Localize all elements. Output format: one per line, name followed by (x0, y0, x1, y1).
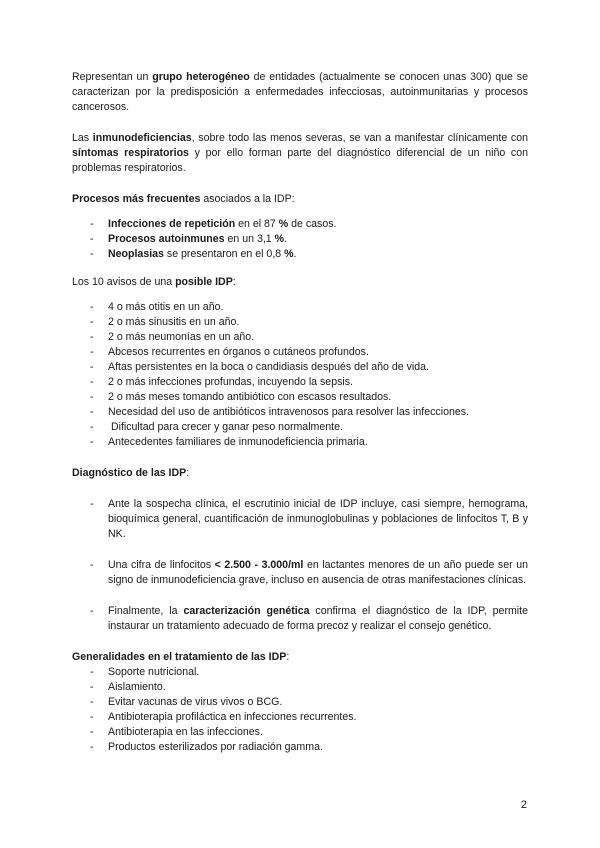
list-item: - 2 o más sinusitis en un año. (72, 315, 528, 330)
tratamiento-heading: Generalidades en el tratamiento de las IDP: (72, 651, 290, 663)
list-item: - Finalmente, la caracterización genética confirma el diagnóstico de la IDP, permite instaurar un tratamiento adecuado de forma precoz y realizar el consejo genético. (72, 604, 528, 634)
intro-paragraph-1: Representan un grupo heterogéneo de entidades (actualmente se conocen unas 300) que se caracterizan por la predisposición a enfermedades infecciosas, autoinmunitarias y procesos cancerosos. (72, 71, 528, 113)
document-body (72, 70, 528, 755)
intro-paragraph-2: Las inmunodeficiencias, sobre todo las menos severas, se van a manifestar clínicamente con síntomas respiratorios y por ello forman parte del diagnóstico diferencial de un niño con problemas respiratorios. (72, 132, 528, 174)
diagnostico-list (72, 497, 528, 634)
list-item: - Antecedentes familiares de inmunodeficiencia primaria. (72, 435, 528, 450)
list-item: - Abcesos recurrentes en órganos o cutáneos profundos. (72, 345, 528, 360)
page-number: 2 (520, 799, 527, 811)
list-item: - 2 o más meses tomando antibiótico con escasos resultados. (72, 390, 528, 405)
tratamiento-list (72, 665, 528, 755)
list-item: - Evitar vacunas de virus vivos o BCG. (72, 695, 528, 710)
list-item: - Antibioterapia en las infecciones. (72, 725, 528, 740)
list-item: - Productos esterilizados por radiación gamma. (72, 740, 528, 755)
list-item: - Ante la sospecha clínica, el escrutinio inicial de IDP incluye, casi siempre, hemograma, bioquímica general, cuantificación de inmunoglobulinas y poblaciones de linfocitos T, B y NK. (72, 497, 528, 542)
list-item: - Necesidad del uso de antibióticos intravenosos para resolver las infecciones. (72, 405, 528, 420)
list-item: - Antibioterapia profiláctica en infecciones recurrentes. (72, 710, 528, 725)
list-item: - Procesos autoinmunes en un 3,1 %. (72, 232, 528, 247)
avisos-list (72, 300, 528, 450)
list-item: - 2 o más neumonías en un año. (72, 330, 528, 345)
list-item: - 2 o más infecciones profundas, incuyendo la sepsis. (72, 375, 528, 390)
diagnostico-heading: Diagnóstico de las IDP: (72, 467, 190, 479)
avisos-heading: Los 10 avisos de una posible IDP: (72, 276, 236, 288)
list-item: - Aislamiento. (72, 680, 528, 695)
list-item: - 4 o más otitis en un año. (72, 300, 528, 315)
frecuentes-heading: Procesos más frecuentes asociados a la IDP: (72, 193, 295, 205)
list-item: - Dificultad para crecer y ganar peso normalmente. (72, 420, 528, 435)
list-item: - Aftas persistentes en la boca o candidiasis después del año de vida. (72, 360, 528, 375)
list-item: - Infecciones de repetición en el 87 % de casos. (72, 217, 528, 232)
list-item: - Una cifra de linfocitos < 2.500 - 3.000/ml en lactantes menores de un año puede ser un signo de inmunodeficiencia grave, incluso en ausencia de otras manifestaciones clínicas. (72, 558, 528, 588)
list-item: - Neoplasias se presentaron en el 0,8 %. (72, 247, 528, 262)
list-item: - Soporte nutricional. (72, 665, 528, 680)
frecuentes-list (72, 217, 528, 262)
